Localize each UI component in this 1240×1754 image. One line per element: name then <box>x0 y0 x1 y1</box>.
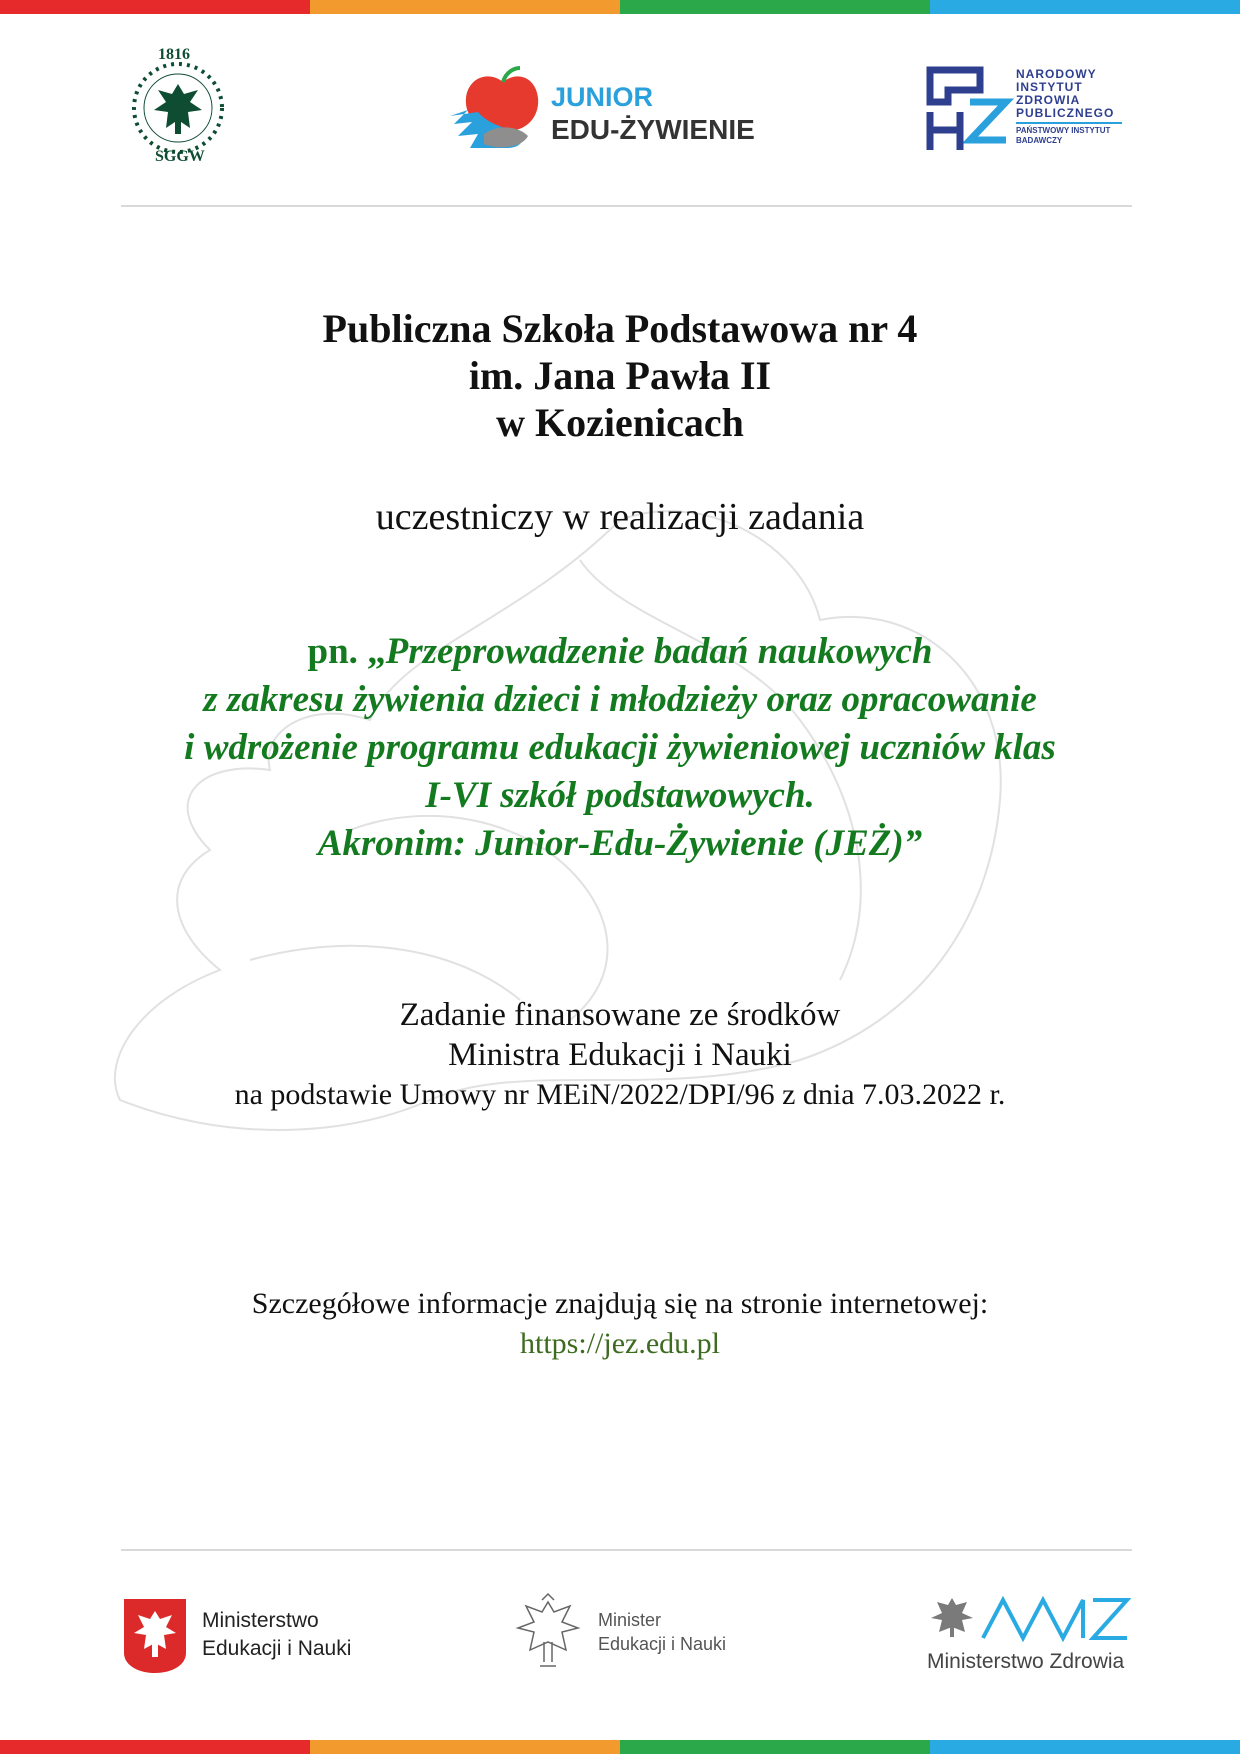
polish-eagle-outline-icon <box>510 1592 586 1672</box>
pzh-line-3: ZDROWIA <box>1016 93 1081 107</box>
polish-eagle-red-shield-icon <box>122 1597 188 1675</box>
pzh-line-2: INSTYTUT <box>1016 80 1083 94</box>
task-line-2: z zakresu żywienia dzieci i młodzieży oraz opracowanie <box>203 679 1037 720</box>
more-info <box>0 1284 1240 1364</box>
funding-note <box>0 995 1240 1115</box>
pzh-mark-icon <box>920 62 1015 157</box>
school-name-line-1: Publiczna Szkoła Podstawowa nr 4 <box>322 306 918 351</box>
school-name-line-2: im. Jana Pawła II <box>468 353 772 398</box>
men-logo-line1: Ministerstwo <box>202 1609 319 1632</box>
task-line-1: Przeprowadzenie badań naukowych <box>385 631 933 672</box>
minister-logo-line1: Minister <box>598 1610 662 1630</box>
ministry-of-health-logo <box>925 1590 1135 1680</box>
task-prefix: pn. „ <box>307 631 386 672</box>
task-title <box>0 628 1240 868</box>
task-line-3: i wdrożenie programu edukacji żywieniowej uczniów klas <box>184 727 1056 768</box>
sggw-logo <box>118 48 238 168</box>
jez-logo-line2: EDU-ŻYWIENIE <box>551 114 755 145</box>
sggw-name: SGGW <box>155 148 205 165</box>
pzh-line-4: PUBLICZNEGO <box>1016 106 1115 120</box>
hedgehog-apple-icon <box>448 64 548 159</box>
participation-text: uczestniczy w realizacji zadania <box>375 496 865 538</box>
school-name <box>0 305 1240 446</box>
mz-wave-mark-icon <box>981 1594 1131 1644</box>
minister-logo <box>510 1592 760 1672</box>
footer-divider <box>121 1549 1132 1551</box>
sggw-year: 1816 <box>158 46 190 63</box>
pzh-sub-line-1: PAŃSTWOWY INSTYTUT <box>1016 126 1111 135</box>
junior-edu-zywienie-logo <box>448 64 793 159</box>
website-link[interactable]: https://jez.edu.pl <box>520 1327 720 1360</box>
task-line-4: I-VI szkół podstawowych. <box>425 775 815 816</box>
bottom-color-stripe <box>0 1740 1240 1754</box>
men-logo-line2: Edukacji i Nauki <box>202 1637 352 1660</box>
jez-logo-line1: JUNIOR <box>551 82 654 112</box>
info-text: Szczegółowe informacje znajdują się na stronie internetowej: <box>251 1287 989 1320</box>
mz-logo-name: Ministerstwo Zdrowia <box>927 1650 1125 1673</box>
men-logo <box>122 1597 382 1677</box>
school-name-line-3: w Kozienicach <box>496 400 744 445</box>
minister-logo-line2: Edukacji i Nauki <box>598 1634 727 1654</box>
agreement-text: na podstawie Umowy nr MEiN/2022/DPI/96 z dnia 7.03.2022 r. <box>234 1078 1006 1111</box>
nizp-pzh-logo <box>920 62 1130 162</box>
polish-eagle-grey-icon <box>927 1594 977 1644</box>
funding-line-1: Zadanie finansowane ze środków <box>399 997 841 1033</box>
task-line-5: Akronim: Junior-Edu-Żywienie (JEŻ)” <box>317 823 923 864</box>
top-color-stripe <box>0 0 1240 14</box>
header-divider <box>121 205 1132 207</box>
funding-line-2: Ministra Edukacji i Nauki <box>448 1037 792 1073</box>
pzh-line-1: NARODOWY <box>1016 67 1097 81</box>
pzh-sub-line-2: BADAWCZY <box>1016 136 1063 145</box>
